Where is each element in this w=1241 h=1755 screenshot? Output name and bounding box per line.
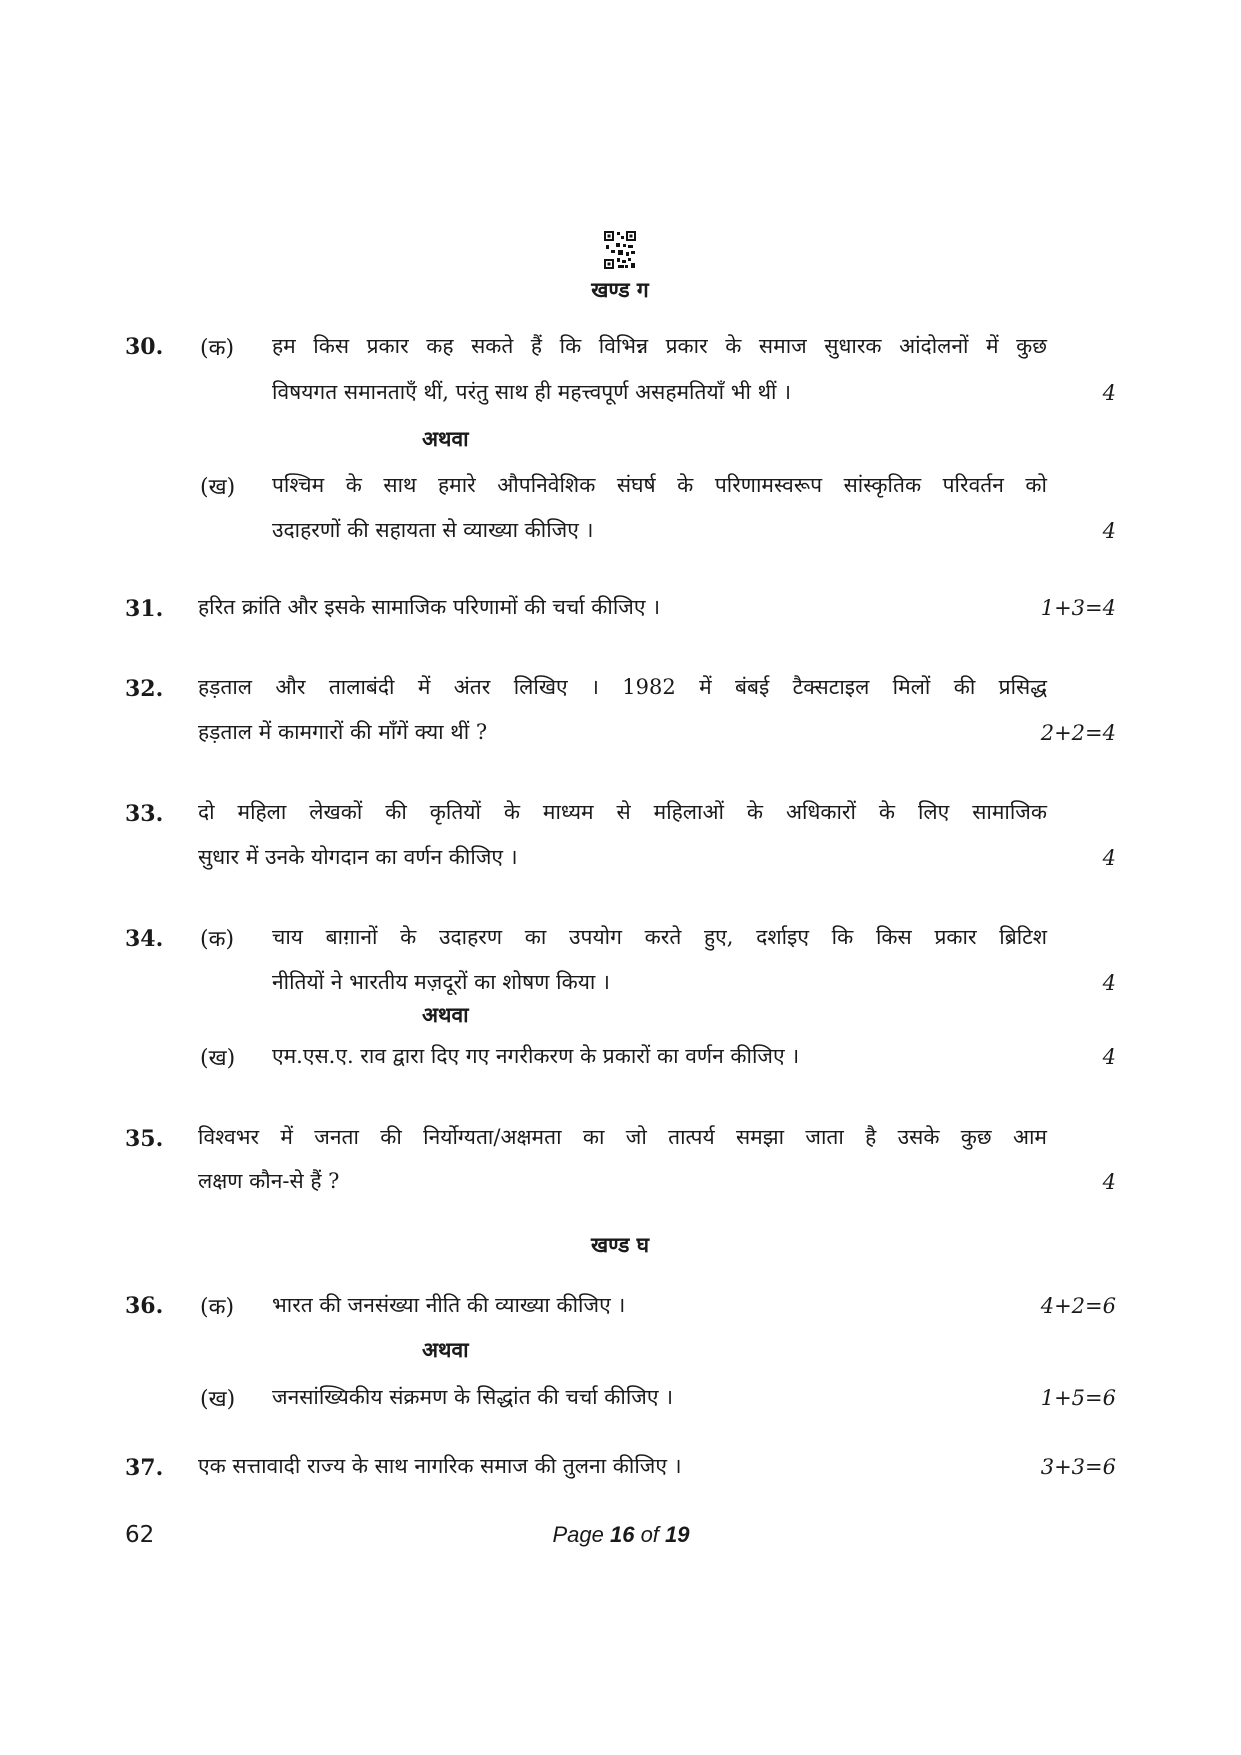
section-heading-c: खण्ड ग <box>591 277 649 302</box>
question-number-33: 33. <box>125 801 164 827</box>
qr-code <box>604 231 636 269</box>
question-35-line-1: विश्वभर में जनता की निर्योग्यता/अक्षमता का जो तात्पर्य समझा जाता है उसके कुछ आम <box>198 1125 1047 1149</box>
or-label-36: अथवा <box>422 1337 469 1362</box>
question-number-35: 35. <box>125 1126 164 1152</box>
option-label-36b: (ख) <box>200 1387 236 1412</box>
option-label-30a: (क) <box>200 336 235 361</box>
section-heading-d: खण्ड घ <box>590 1232 650 1257</box>
question-34b-line-1: एम.एस.ए. राव द्वारा दिए गए नगरीकरण के प्रकारों का वर्णन कीजिए । <box>272 1044 800 1068</box>
question-35-line-2: लक्षण कौन-से हैं ? <box>198 1169 340 1193</box>
question-33-line-2: सुधार में उनके योगदान का वर्णन कीजिए । <box>198 845 518 869</box>
marks-37: 3+3=6 <box>1040 1455 1116 1479</box>
marks-35: 4 <box>1102 1170 1116 1194</box>
page-prefix: Page <box>552 1522 610 1547</box>
paper-code: 62 <box>125 1522 155 1548</box>
page-total: 19 <box>665 1522 690 1547</box>
option-label-34a: (क) <box>200 927 235 952</box>
question-30b-line-1: पश्चिम के साथ हमारे औपनिवेशिक संघर्ष के परिणामस्वरूप सांस्कृतिक परिवर्तन को <box>272 473 1047 497</box>
page-current: 16 <box>609 1522 635 1547</box>
question-number-37: 37. <box>125 1455 164 1481</box>
or-label-34: अथवा <box>422 1002 469 1027</box>
marks-34b: 4 <box>1102 1045 1116 1069</box>
question-30a-line-1: हम किस प्रकार कह सकते हैं कि विभिन्न प्रकार के समाज सुधारक आंदोलनों में कुछ <box>272 334 1047 358</box>
or-label-30: अथवा <box>422 426 469 451</box>
marks-33: 4 <box>1102 846 1116 870</box>
question-31-line-1: हरित क्रांति और इसके सामाजिक परिणामों की चर्चा कीजिए । <box>198 595 661 619</box>
question-36a-line-1: भारत की जनसंख्या नीति की व्याख्या कीजिए । <box>272 1293 626 1317</box>
page-of: of <box>634 1522 666 1547</box>
question-34a-line-1: चाय बाग़ानों के उदाहरण का उपयोग करते हुए, दर्शाइए कि किस प्रकार ब्रिटिश <box>272 925 1047 949</box>
question-number-30: 30. <box>125 334 164 360</box>
question-37-line-1: एक सत्तावादी राज्य के साथ नागरिक समाज की तुलना कीजिए । <box>198 1454 682 1478</box>
marks-36b: 1+5=6 <box>1040 1386 1116 1410</box>
marks-30a: 4 <box>1102 381 1116 405</box>
question-32-line-2: हड़ताल में कामगारों की माँगें क्या थीं ? <box>198 720 488 744</box>
question-number-34: 34. <box>125 926 164 952</box>
option-label-30b: (ख) <box>200 475 236 500</box>
question-34a-line-2: नीतियों ने भारतीय मज़दूरों का शोषण किया । <box>272 970 610 994</box>
question-32-line-1: हड़ताल और तालाबंदी में अंतर लिखिए । 1982 में बंबई टैक्सटाइल मिलों की प्रसिद्ध <box>198 675 1047 699</box>
marks-36a: 4+2=6 <box>1040 1294 1116 1318</box>
marks-31: 1+3=4 <box>1040 596 1116 620</box>
option-label-36a: (क) <box>200 1295 235 1320</box>
marks-32: 2+2=4 <box>1040 721 1116 745</box>
page-indicator <box>521 1522 721 1548</box>
marks-30b: 4 <box>1102 519 1116 543</box>
question-30a-line-2: विषयगत समानताएँ थीं, परंतु साथ ही महत्त्वपूर्ण असहमतियाँ भी थीं । <box>272 380 792 404</box>
question-number-31: 31. <box>125 596 164 622</box>
question-number-32: 32. <box>125 676 164 702</box>
marks-34a: 4 <box>1102 971 1116 995</box>
question-30b-line-2: उदाहरणों की सहायता से व्याख्या कीजिए । <box>272 518 594 542</box>
option-label-34b: (ख) <box>200 1046 236 1071</box>
question-number-36: 36. <box>125 1293 164 1319</box>
question-36b-line-1: जनसांख्यिकीय संक्रमण के सिद्धांत की चर्चा कीजिए । <box>272 1385 674 1409</box>
question-33-line-1: दो महिला लेखकों की कृतियों के माध्यम से महिलाओं के अधिकारों के लिए सामाजिक <box>198 800 1047 824</box>
